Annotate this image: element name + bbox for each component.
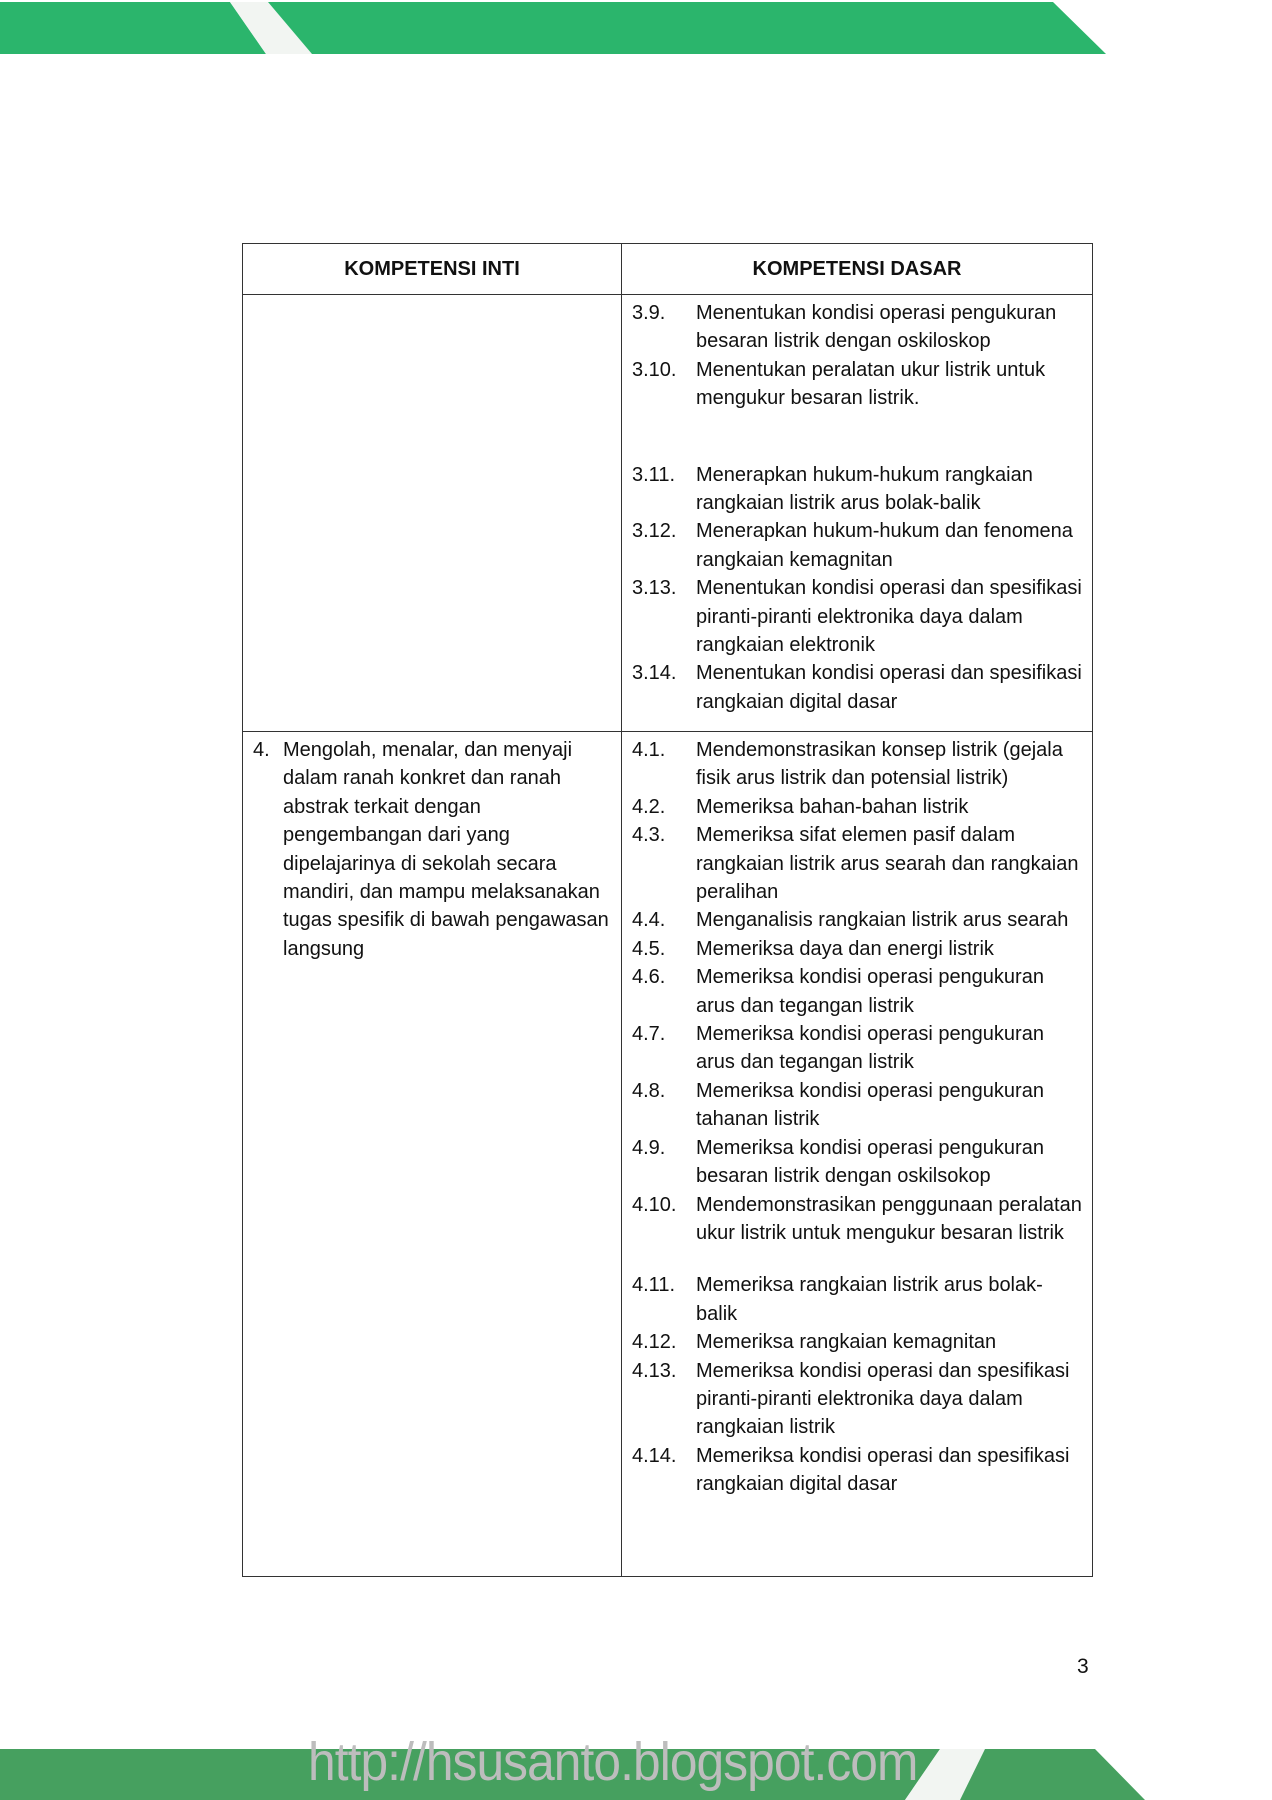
kd-number: 3.14. xyxy=(632,662,677,685)
kd-item xyxy=(632,1357,1082,1442)
kd-number: 4.8. xyxy=(632,1079,666,1102)
kd-cell xyxy=(622,732,1093,1577)
ki-cell xyxy=(243,295,622,732)
kd-number: 3.12. xyxy=(632,520,677,543)
kd-item xyxy=(632,299,1082,356)
kd-text: Menentukan kondisi operasi pengukuran besaran listrik dengan oskiloskop xyxy=(696,302,1057,353)
ki-number: 4. xyxy=(253,739,270,761)
kd-number: 4.3. xyxy=(632,824,666,847)
kd-item xyxy=(632,1271,1082,1328)
kd-item xyxy=(632,356,1082,413)
header-band-left xyxy=(0,2,266,54)
kd-text: Memeriksa rangkaian listrik arus bolak-balik xyxy=(696,1274,1043,1325)
kd-number: 4.1. xyxy=(632,739,666,761)
kd-number: 4.13. xyxy=(632,1359,677,1382)
kd-list xyxy=(622,732,1092,1509)
kd-number: 3.13. xyxy=(632,577,677,600)
kd-number: 3.9. xyxy=(632,302,666,324)
kd-number: 4.2. xyxy=(632,795,666,818)
kd-item xyxy=(632,1020,1082,1077)
kd-cell xyxy=(622,295,1093,732)
kd-number: 4.4. xyxy=(632,909,666,932)
kd-text: Memeriksa sifat elemen pasif dalam rangkaian listrik arus searah dan rangkaian peralihan xyxy=(696,824,1079,904)
kd-item xyxy=(632,963,1082,1020)
header-kompetensi-inti: KOMPETENSI INTI xyxy=(243,244,622,295)
group-spacer xyxy=(632,413,1082,461)
kd-text: Mendemonstrasikan penggunaan peralatan ukur listrik untuk mengukur besaran listrik xyxy=(696,1193,1082,1244)
table-row xyxy=(243,295,1093,732)
header-band-right xyxy=(268,2,1106,54)
kd-number: 4.10. xyxy=(632,1193,677,1216)
footer-band-right xyxy=(960,1749,1145,1800)
kd-number: 3.10. xyxy=(632,358,677,381)
kd-text: Memeriksa bahan-bahan listrik xyxy=(696,795,969,818)
kd-text: Memeriksa kondisi operasi dan spesifikasi rangkaian digital dasar xyxy=(696,1444,1070,1496)
kd-text: Menganalisis rangkaian listrik arus searah xyxy=(696,909,1069,932)
kd-text: Memeriksa kondisi operasi pengukuran tahanan listrik xyxy=(696,1079,1044,1131)
table-header-row xyxy=(243,244,1093,295)
kd-item xyxy=(632,1077,1082,1134)
kd-number: 4.12. xyxy=(632,1331,677,1354)
kd-item xyxy=(632,736,1082,793)
header-kompetensi-dasar: KOMPETENSI DASAR xyxy=(622,244,1093,295)
footer-url: http://hsusanto.blogspot.com xyxy=(308,1732,918,1792)
kd-text: Menerapkan hukum-hukum dan fenomena rangkaian kemagnitan xyxy=(696,520,1073,571)
kd-text: Memeriksa kondisi operasi dan spesifikasi piranti-piranti elektronika daya dalam rangkaian listrik xyxy=(696,1359,1070,1439)
ki-cell xyxy=(243,732,622,1577)
ki-item xyxy=(243,732,621,963)
kd-number: 4.11. xyxy=(632,1274,675,1297)
kd-text: Memeriksa kondisi operasi pengukuran arus dan tegangan listrik xyxy=(696,1023,1044,1074)
kd-text: Memeriksa rangkaian kemagnitan xyxy=(696,1331,997,1354)
kd-item xyxy=(632,574,1082,659)
ki-text: Mengolah, menalar, dan menyaji dalam ranah konkret dan ranah abstrak terkait dengan pengembangan dari yang dipelajarinya di sekolah secara mandiri, dan mampu melaksanakan tugas spesifik di bawah pengawasan langsung xyxy=(283,739,609,960)
table-row xyxy=(243,732,1093,1577)
kd-text: Menentukan peralatan ukur listrik untuk mengukur besaran listrik. xyxy=(696,358,1046,410)
kd-item xyxy=(632,1442,1082,1499)
kd-item xyxy=(632,793,1082,821)
kd-text: Menentukan kondisi operasi dan spesifikasi rangkaian digital dasar xyxy=(696,662,1082,713)
kd-text: Menentukan kondisi operasi dan spesifikasi piranti-piranti elektronika daya dalam rangkaian elektronik xyxy=(696,577,1082,657)
kd-item xyxy=(632,659,1082,716)
kd-item xyxy=(632,906,1082,934)
kd-number: 3.11. xyxy=(632,463,675,486)
group-spacer xyxy=(632,1247,1082,1271)
header-band xyxy=(0,0,1272,54)
competency-table xyxy=(242,243,1093,1577)
kd-text: Memeriksa daya dan energi listrik xyxy=(696,937,994,960)
kd-number: 4.6. xyxy=(632,966,666,989)
kd-number: 4.9. xyxy=(632,1136,666,1159)
kd-number: 4.14. xyxy=(632,1444,677,1467)
page-number: 3 xyxy=(1077,1655,1089,1678)
kd-item xyxy=(632,1191,1082,1248)
kd-text: Mendemonstrasikan konsep listrik (gejala fisik arus listrik dan potensial listrik) xyxy=(696,739,1063,790)
kd-item xyxy=(632,517,1082,574)
kd-item xyxy=(632,1328,1082,1356)
kd-item xyxy=(632,935,1082,963)
kd-item xyxy=(632,1134,1082,1191)
kd-text: Menerapkan hukum-hukum rangkaian rangkaian listrik arus bolak-balik xyxy=(696,463,1033,515)
kd-number: 4.5. xyxy=(632,937,666,960)
kd-text: Memeriksa kondisi operasi pengukuran arus dan tegangan listrik xyxy=(696,966,1044,1017)
kd-text: Memeriksa kondisi operasi pengukuran besaran listrik dengan oskilsokop xyxy=(696,1136,1044,1188)
kd-item xyxy=(632,461,1082,518)
kd-number: 4.7. xyxy=(632,1023,666,1046)
kd-list xyxy=(622,295,1092,726)
kd-item xyxy=(632,821,1082,906)
